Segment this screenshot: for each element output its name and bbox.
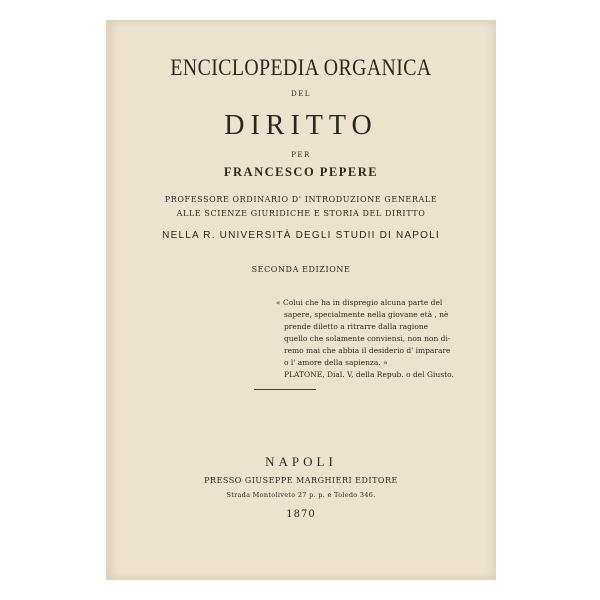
- imprint-address: Strada Montoliveto 27 p. p. e Toledo 346.: [226, 491, 376, 499]
- edition-label: SECONDA EDIZIONE: [251, 265, 351, 274]
- book-title-line1: ENCICLOPEDIA ORGANICA: [170, 55, 432, 80]
- epigraph-line: « Colui che ha in dispregio alcuna parte del: [276, 298, 443, 307]
- book-title-line2: DIRITTO: [224, 110, 378, 141]
- epigraph: [276, 297, 482, 381]
- university-line: NELLA R. UNIVERSITÀ DEGLI STUDII DI NAPOLI: [162, 230, 440, 241]
- author-affiliation-line1: PROFESSORE ORDINARIO D' INTRODUZIONE GENERALE: [164, 195, 438, 204]
- imprint-city: NAPOLI: [265, 454, 337, 469]
- epigraph-line: prende diletto a ritrarre dalla ragione: [284, 322, 429, 331]
- author-connector-per: PER: [291, 151, 311, 159]
- imprint-publisher: PRESSO GIUSEPPE MARGHIERI EDITORE: [204, 476, 398, 485]
- author-name: FRANCESCO PEPERE: [223, 165, 379, 179]
- epigraph-line: sapere, specialmente nella giovane età , nè: [284, 310, 449, 319]
- imprint-year: 1870: [286, 509, 316, 520]
- epigraph-attribution: PLATONE, Dial. V, della Repub. o del Giusto.: [284, 370, 454, 379]
- title-page: [106, 20, 496, 580]
- divider-rule: [254, 389, 316, 390]
- epigraph-line: remo mai che abbia il desiderio d' imparare: [284, 346, 451, 355]
- title-connector-del: DEL: [291, 90, 311, 98]
- epigraph-line: quello che solamente conviensi, non non di-: [284, 334, 451, 343]
- author-affiliation-line2: ALLE SCIENZE GIURIDICHE E STORIA DEL DIRITTO: [176, 209, 426, 218]
- epigraph-line: o l' amore della sapienza. »: [284, 358, 388, 367]
